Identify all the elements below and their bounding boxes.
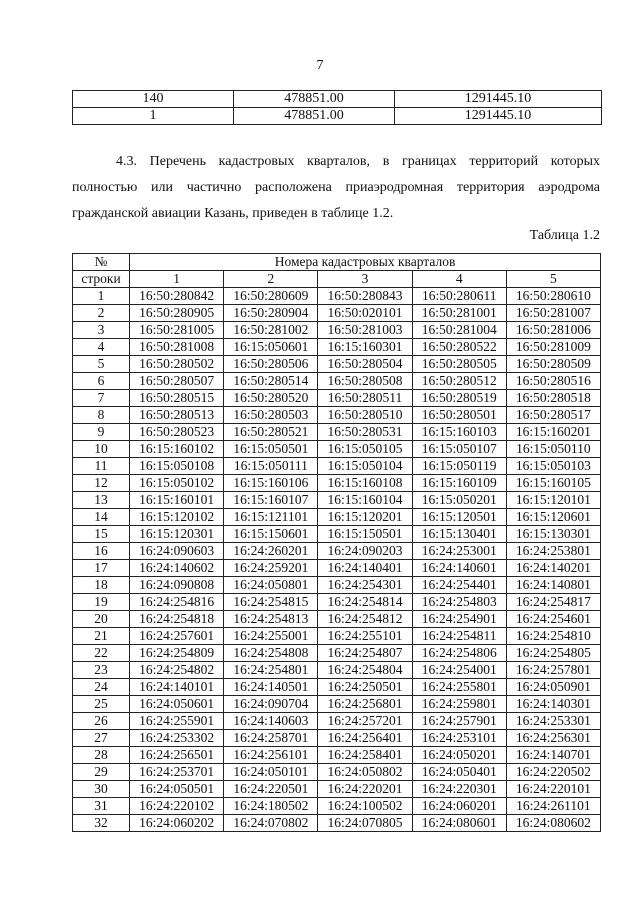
row-number-cell: 15 [73,526,130,543]
cadastral-number-cell: 16:24:254809 [130,645,224,662]
table-row [73,764,601,781]
row-number-cell: 7 [73,390,130,407]
cadastral-number-cell: 16:24:250501 [318,679,412,696]
cadastral-number-cell: 16:15:120501 [412,509,506,526]
table-row [73,815,601,832]
cadastral-number-cell: 16:15:130401 [412,526,506,543]
row-number-cell: 22 [73,645,130,662]
row-number-cell: 18 [73,577,130,594]
row-number-cell: 31 [73,798,130,815]
cadastral-number-cell: 16:24:140601 [412,560,506,577]
cadastral-number-cell: 16:24:261101 [506,798,600,815]
row-number-cell: 8 [73,407,130,424]
column-number-header: 4 [412,271,506,288]
table-row [73,543,601,560]
cadastral-number-cell: 16:50:280842 [130,288,224,305]
cadastral-number-cell: 16:24:254816 [130,594,224,611]
cadastral-number-cell: 16:50:280502 [130,356,224,373]
table-row [73,679,601,696]
cadastral-number-cell: 16:50:280520 [224,390,318,407]
cadastral-number-cell: 16:24:256501 [130,747,224,764]
table-row [73,475,601,492]
cadastral-number-cell: 16:24:254804 [318,662,412,679]
cadastral-number-cell: 16:24:256101 [224,747,318,764]
row-number-cell: 28 [73,747,130,764]
table-row [73,594,601,611]
cadastral-number-cell: 16:24:070805 [318,815,412,832]
cadastral-number-cell: 16:50:281009 [506,339,600,356]
cadastral-number-cell: 16:24:254803 [412,594,506,611]
cadastral-number-cell: 16:24:140602 [130,560,224,577]
cadastral-number-cell: 16:15:050103 [506,458,600,475]
cadastral-number-cell: 16:50:280514 [224,373,318,390]
table-row [73,798,601,815]
table-cell: 140 [73,91,234,108]
cadastral-number-cell: 16:24:254807 [318,645,412,662]
cadastral-number-cell: 16:24:140603 [224,713,318,730]
cadastral-number-cell: 16:24:258401 [318,747,412,764]
row-number-cell: 27 [73,730,130,747]
row-number-cell: 6 [73,373,130,390]
cadastral-number-cell: 16:24:259201 [224,560,318,577]
cadastral-number-cell: 16:15:160109 [412,475,506,492]
cadastral-number-cell: 16:50:280510 [318,407,412,424]
cadastral-number-cell: 16:15:050110 [506,441,600,458]
cadastral-number-cell: 16:50:280531 [318,424,412,441]
table-cell: 478851.00 [234,108,395,125]
cadastral-number-cell: 16:15:050102 [130,475,224,492]
cadastral-number-cell: 16:24:255801 [412,679,506,696]
table-row [73,356,601,373]
column-number-header: 5 [506,271,600,288]
cadastral-number-cell: 16:15:050104 [318,458,412,475]
row-number-cell: 30 [73,781,130,798]
cadastral-number-cell: 16:50:280516 [506,373,600,390]
cadastral-number-cell: 16:50:280610 [506,288,600,305]
cadastral-number-cell: 16:50:280843 [318,288,412,305]
table-row [73,492,601,509]
table-row [73,424,601,441]
table-row [73,373,601,390]
cadastral-number-cell: 16:24:100502 [318,798,412,815]
table-row [73,322,601,339]
cadastral-number-cell: 16:15:050108 [130,458,224,475]
row-number-cell: 24 [73,679,130,696]
cadastral-number-cell: 16:15:120301 [130,526,224,543]
cadastral-number-cell: 16:24:254801 [224,662,318,679]
cadastral-number-cell: 16:50:280521 [224,424,318,441]
cadastral-number-cell: 16:24:220501 [224,781,318,798]
cadastral-number-cell: 16:24:257901 [412,713,506,730]
table-row [73,526,601,543]
cadastral-number-cell: 16:15:120101 [506,492,600,509]
cadastral-number-cell: 16:15:160301 [318,339,412,356]
cadastral-number-cell: 16:50:280517 [506,407,600,424]
cadastral-number-cell: 16:24:254901 [412,611,506,628]
cadastral-number-cell: 16:24:050201 [412,747,506,764]
cadastral-number-cell: 16:24:050601 [130,696,224,713]
cadastral-number-cell: 16:15:160107 [224,492,318,509]
cadastral-number-cell: 16:24:080602 [506,815,600,832]
cadastral-number-cell: 16:24:257601 [130,628,224,645]
table-header-row [73,254,601,271]
page-number: 7 [316,58,324,73]
column-number-header: 1 [130,271,224,288]
table-column-numbers-row [73,271,601,288]
cadastral-number-cell: 16:24:080601 [412,815,506,832]
cadastral-number-cell: 16:24:180502 [224,798,318,815]
cadastral-number-cell: 16:24:050501 [130,781,224,798]
cadastral-number-cell: 16:50:280506 [224,356,318,373]
cadastral-number-cell: 16:50:281004 [412,322,506,339]
table-row [73,560,601,577]
cadastral-number-cell: 16:15:160103 [412,424,506,441]
cadastral-number-cell: 16:24:050802 [318,764,412,781]
cadastral-number-cell: 16:50:280523 [130,424,224,441]
table-row [73,458,601,475]
row-number-cell: 3 [73,322,130,339]
cadastral-number-cell: 16:24:220102 [130,798,224,815]
cadastral-number-cell: 16:50:280519 [412,390,506,407]
cadastral-number-cell: 16:15:160101 [130,492,224,509]
table-row [73,441,601,458]
cadastral-number-cell: 16:50:280507 [130,373,224,390]
row-number-cell: 11 [73,458,130,475]
row-number-cell: 23 [73,662,130,679]
cadastral-number-cell: 16:50:280904 [224,305,318,322]
cadastral-number-cell: 16:50:280522 [412,339,506,356]
cadastral-number-cell: 16:15:160106 [224,475,318,492]
cadastral-number-cell: 16:50:280512 [412,373,506,390]
cadastral-number-cell: 16:24:050901 [506,679,600,696]
row-number-cell: 17 [73,560,130,577]
row-number-cell: 12 [73,475,130,492]
cadastral-number-cell: 16:50:281003 [318,322,412,339]
cadastral-number-cell: 16:50:280508 [318,373,412,390]
cadastral-number-cell: 16:15:150601 [224,526,318,543]
cadastral-number-cell: 16:24:060202 [130,815,224,832]
row-number-cell: 4 [73,339,130,356]
cadastral-number-cell: 16:50:280609 [224,288,318,305]
row-number-cell: 14 [73,509,130,526]
header-row-number-label: № [73,254,130,271]
table-row [73,645,601,662]
cadastral-number-cell: 16:24:220502 [506,764,600,781]
row-number-cell: 21 [73,628,130,645]
cadastral-number-cell: 16:24:140201 [506,560,600,577]
table-row [73,628,601,645]
paragraph-cadastral-intro: 4.3. Перечень кадастровых кварталов, в границах территорий которых полностью или частично расположена приаэродромная территория аэродрома гражданской авиации Казань, приведен в таблице 1.2. [72,154,600,221]
cadastral-number-cell: 16:50:280518 [506,390,600,407]
cadastral-number-cell: 16:50:280505 [412,356,506,373]
row-number-cell: 9 [73,424,130,441]
cadastral-number-cell: 16:24:253302 [130,730,224,747]
cadastral-number-cell: 16:24:070802 [224,815,318,832]
coordinates-table [72,90,602,125]
cadastral-number-cell: 16:24:254818 [130,611,224,628]
cadastral-number-cell: 16:24:050801 [224,577,318,594]
row-number-cell: 32 [73,815,130,832]
cadastral-number-cell: 16:24:254810 [506,628,600,645]
cadastral-quarters-table [72,253,601,832]
cadastral-number-cell: 16:50:280515 [130,390,224,407]
cadastral-number-cell: 16:15:050501 [224,441,318,458]
cadastral-number-cell: 16:24:254811 [412,628,506,645]
cadastral-number-cell: 16:24:253001 [412,543,506,560]
cadastral-number-cell: 16:24:253301 [506,713,600,730]
cadastral-number-cell: 16:24:260201 [224,543,318,560]
cadastral-number-cell: 16:24:090704 [224,696,318,713]
header-row-number-sublabel: строки [73,271,130,288]
row-number-cell: 2 [73,305,130,322]
cadastral-number-cell: 16:24:060201 [412,798,506,815]
cadastral-number-cell: 16:24:090808 [130,577,224,594]
column-number-header: 3 [318,271,412,288]
cadastral-number-cell: 16:50:281005 [130,322,224,339]
cadastral-number-cell: 16:24:253101 [412,730,506,747]
coordinates-table-body [73,91,602,125]
cadastral-number-cell: 16:24:090603 [130,543,224,560]
cadastral-number-cell: 16:24:140801 [506,577,600,594]
row-number-cell: 16 [73,543,130,560]
cadastral-number-cell: 16:15:120201 [318,509,412,526]
table-cell: 1 [73,108,234,125]
cadastral-number-cell: 16:24:254815 [224,594,318,611]
cadastral-number-cell: 16:24:255101 [318,628,412,645]
row-number-cell: 19 [73,594,130,611]
table-row [73,108,602,125]
cadastral-number-cell: 16:24:220101 [506,781,600,798]
cadastral-number-cell: 16:50:281007 [506,305,600,322]
table-cell: 1291445.10 [395,91,602,108]
cadastral-number-cell: 16:50:280511 [318,390,412,407]
cadastral-number-cell: 16:50:280509 [506,356,600,373]
cadastral-number-cell: 16:24:140401 [318,560,412,577]
table-row [73,407,601,424]
table-cell: 1291445.10 [395,108,602,125]
cadastral-number-cell: 16:24:254802 [130,662,224,679]
cadastral-number-cell: 16:24:257201 [318,713,412,730]
cadastral-number-cell: 16:50:280513 [130,407,224,424]
cadastral-number-cell: 16:24:255001 [224,628,318,645]
table-cell: 478851.00 [234,91,395,108]
cadastral-number-cell: 16:24:254814 [318,594,412,611]
table-row [73,577,601,594]
cadastral-number-cell: 16:24:254813 [224,611,318,628]
cadastral-number-cell: 16:15:160201 [506,424,600,441]
table-row [73,747,601,764]
cadastral-number-cell: 16:15:120102 [130,509,224,526]
row-number-cell: 20 [73,611,130,628]
cadastral-number-cell: 16:50:280905 [130,305,224,322]
cadastral-number-cell: 16:15:050201 [412,492,506,509]
row-number-cell: 5 [73,356,130,373]
cadastral-number-cell: 16:50:281001 [412,305,506,322]
cadastral-number-cell: 16:15:130301 [506,526,600,543]
cadastral-number-cell: 16:24:259801 [412,696,506,713]
cadastral-number-cell: 16:24:254812 [318,611,412,628]
cadastral-number-cell: 16:24:220301 [412,781,506,798]
cadastral-number-cell: 16:24:254808 [224,645,318,662]
cadastral-number-cell: 16:15:050111 [224,458,318,475]
cadastral-number-cell: 16:24:140501 [224,679,318,696]
table-row [73,509,601,526]
cadastral-number-cell: 16:15:150501 [318,526,412,543]
cadastral-number-cell: 16:15:050119 [412,458,506,475]
cadastral-number-cell: 16:15:050601 [224,339,318,356]
cadastral-number-cell: 16:24:254301 [318,577,412,594]
row-number-cell: 13 [73,492,130,509]
cadastral-number-cell: 16:24:050101 [224,764,318,781]
cadastral-number-cell: 16:24:090203 [318,543,412,560]
cadastral-number-cell: 16:24:254401 [412,577,506,594]
cadastral-number-cell: 16:24:256801 [318,696,412,713]
table-row [73,781,601,798]
cadastral-number-cell: 16:24:256301 [506,730,600,747]
table-row [73,696,601,713]
cadastral-number-cell: 16:24:253701 [130,764,224,781]
cadastral-number-cell: 16:24:254601 [506,611,600,628]
cadastral-number-cell: 16:24:258701 [224,730,318,747]
cadastral-number-cell: 16:15:050105 [318,441,412,458]
cadastral-number-cell: 16:50:281008 [130,339,224,356]
cadastral-number-cell: 16:15:160104 [318,492,412,509]
cadastral-number-cell: 16:24:253801 [506,543,600,560]
cadastral-number-cell: 16:50:020101 [318,305,412,322]
cadastral-number-cell: 16:24:220201 [318,781,412,798]
cadastral-number-cell: 16:15:160102 [130,441,224,458]
cadastral-number-cell: 16:24:050401 [412,764,506,781]
table-row [73,713,601,730]
table-row [73,91,602,108]
cadastral-number-cell: 16:50:281002 [224,322,318,339]
cadastral-number-cell: 16:15:121101 [224,509,318,526]
row-number-cell: 25 [73,696,130,713]
cadastral-number-cell: 16:24:255901 [130,713,224,730]
cadastral-number-cell: 16:24:254817 [506,594,600,611]
table-row [73,339,601,356]
header-group-label: Номера кадастровых кварталов [130,254,601,271]
row-number-cell: 26 [73,713,130,730]
table-row [73,390,601,407]
cadastral-number-cell: 16:15:050107 [412,441,506,458]
cadastral-number-cell: 16:24:254001 [412,662,506,679]
column-number-header: 2 [224,271,318,288]
row-number-cell: 1 [73,288,130,305]
table-caption: Таблица 1.2 [529,228,600,243]
cadastral-number-cell: 16:24:140101 [130,679,224,696]
table-row [73,288,601,305]
cadastral-number-cell: 16:24:257801 [506,662,600,679]
cadastral-number-cell: 16:24:254806 [412,645,506,662]
cadastral-number-cell: 16:24:140701 [506,747,600,764]
table-row [73,662,601,679]
table-row [73,730,601,747]
cadastral-number-cell: 16:50:280503 [224,407,318,424]
cadastral-number-cell: 16:50:280611 [412,288,506,305]
table-row [73,611,601,628]
cadastral-number-cell: 16:24:256401 [318,730,412,747]
cadastral-number-cell: 16:24:140301 [506,696,600,713]
cadastral-number-cell: 16:50:280501 [412,407,506,424]
cadastral-number-cell: 16:24:254805 [506,645,600,662]
row-number-cell: 29 [73,764,130,781]
cadastral-number-cell: 16:50:281006 [506,322,600,339]
row-number-cell: 10 [73,441,130,458]
cadastral-number-cell: 16:50:280504 [318,356,412,373]
cadastral-number-cell: 16:15:160105 [506,475,600,492]
table-row [73,305,601,322]
cadastral-number-cell: 16:15:120601 [506,509,600,526]
cadastral-number-cell: 16:15:160108 [318,475,412,492]
